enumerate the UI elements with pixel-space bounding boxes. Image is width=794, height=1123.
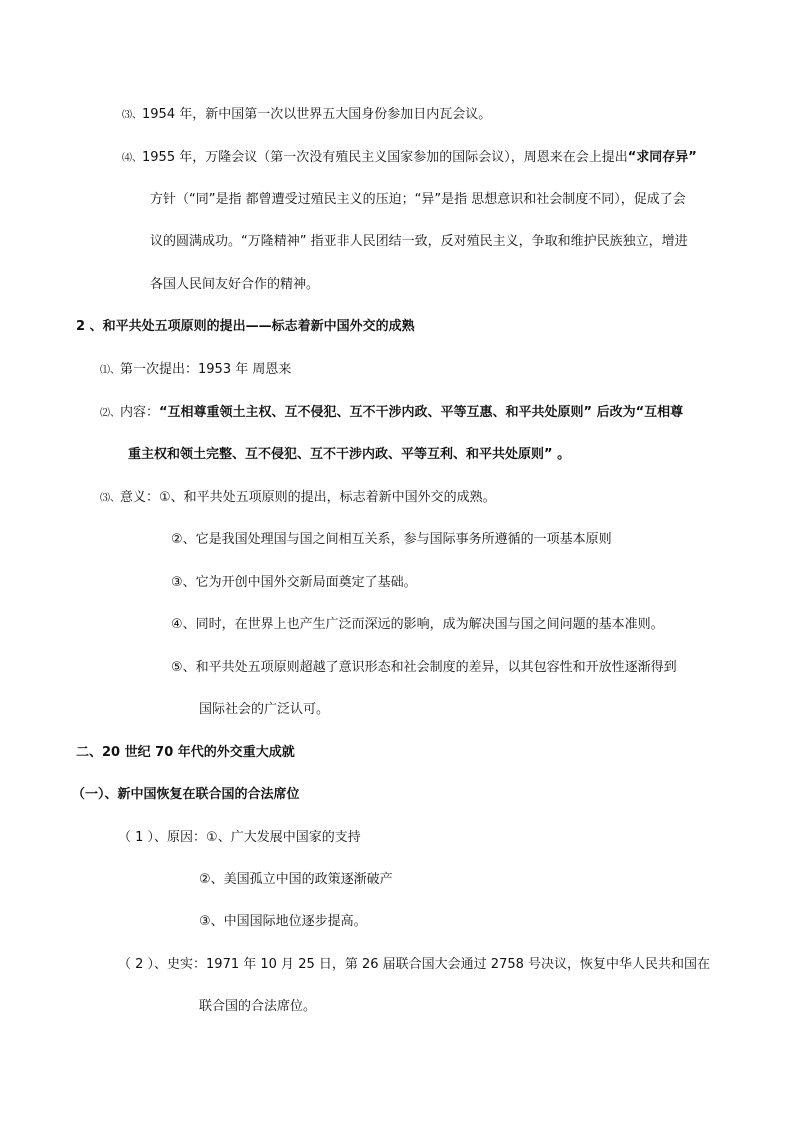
line-text: 第一次提出：1953 年 周恩来 — [120, 362, 292, 377]
list-item-facts: （ 2 ）、史实：1971 年 10 月 25 日，第 26 届联合国大会通过 2758 号决议，恢复中华人民共和国在 — [118, 957, 711, 972]
paragraph-line: 国际社会的广泛认可。 — [199, 702, 330, 717]
bold-term: “求同存异” — [627, 150, 697, 165]
line-text: 内容： — [120, 405, 160, 420]
list-item-content — [100, 404, 683, 423]
list-item-first-proposed — [100, 361, 291, 380]
significance-point: ③、它为开创中国外交新局面奠定了基础。 — [171, 575, 417, 590]
item-number: ⑴、 — [100, 365, 120, 376]
paragraph-line: 议的圆满成功。“万隆精神” 指亚非人民团结一致，反对殖民主义，争取和维护民族独立，增进 — [150, 234, 688, 249]
line-text: 意义：①、和平共处五项原则的提出，标志着新中国外交的成熟。 — [120, 490, 496, 505]
item-number: ⑷、 — [122, 153, 142, 164]
paragraph-line: 重主权和领土完整、互不侵犯、互不干涉内政、平等互利、和平共处原则” 。 — [128, 447, 571, 462]
item-number: ⑵、 — [100, 408, 120, 419]
significance-point: ④、同时，在世界上也产生广泛而深远的影响，成为解决国与国之间问题的基本准则。 — [171, 617, 664, 632]
paragraph-1954-geneva — [122, 106, 491, 125]
list-item-significance — [100, 489, 496, 508]
list-item-reasons: （ 1 ）、原因：①、广大发展中国家的支持 — [118, 830, 361, 845]
paragraph-1955-bandung — [122, 149, 697, 168]
item-number: ⑶、 — [100, 493, 120, 504]
reason-point: ②、美国孤立中国的政策逐渐破产 — [199, 872, 393, 887]
item-number: ⑶、 — [122, 110, 142, 121]
section-heading-five-principles: 2 、和平共处五项原则的提出——标志着新中国外交的成熟 — [76, 319, 415, 334]
significance-point: ②、它是我国处理国与国之间相互关系，参与国际事务所遵循的一项基本原则 — [171, 532, 612, 547]
reason-point: ③、中国国际地位逐步提高。 — [199, 914, 367, 929]
section-heading-1970s: 二、20 世纪 70 年代的外交重大成就 — [76, 745, 295, 760]
line-text: 1955 年，万隆会议（第一次没有殖民主义国家参加的国际会议），周恩来在会上提出 — [142, 150, 628, 165]
paragraph-line: 各国人民间友好合作的精神。 — [150, 277, 320, 292]
line-text: 1954 年，新中国第一次以世界五大国身份参加日内瓦会议。 — [142, 107, 492, 122]
paragraph-line: 方针（“同”是指 都曾遭受过殖民主义的压迫；“异”是指 思想意识和社会制度不同），促成了会 — [150, 192, 686, 207]
significance-point: ⑤、和平共处五项原则超越了意识形态和社会制度的差异，以其包容性和开放性逐渐得到 — [171, 660, 677, 675]
paragraph-line: 联合国的合法席位。 — [199, 999, 317, 1014]
subsection-heading-un-seat: （一）、新中国恢复在联合国的合法席位 — [72, 787, 300, 802]
bold-term: “互相尊重领土主权、互不侵犯、互不干涉内政、平等互惠、和平共处原则” 后改为“互相尊 — [159, 405, 684, 420]
